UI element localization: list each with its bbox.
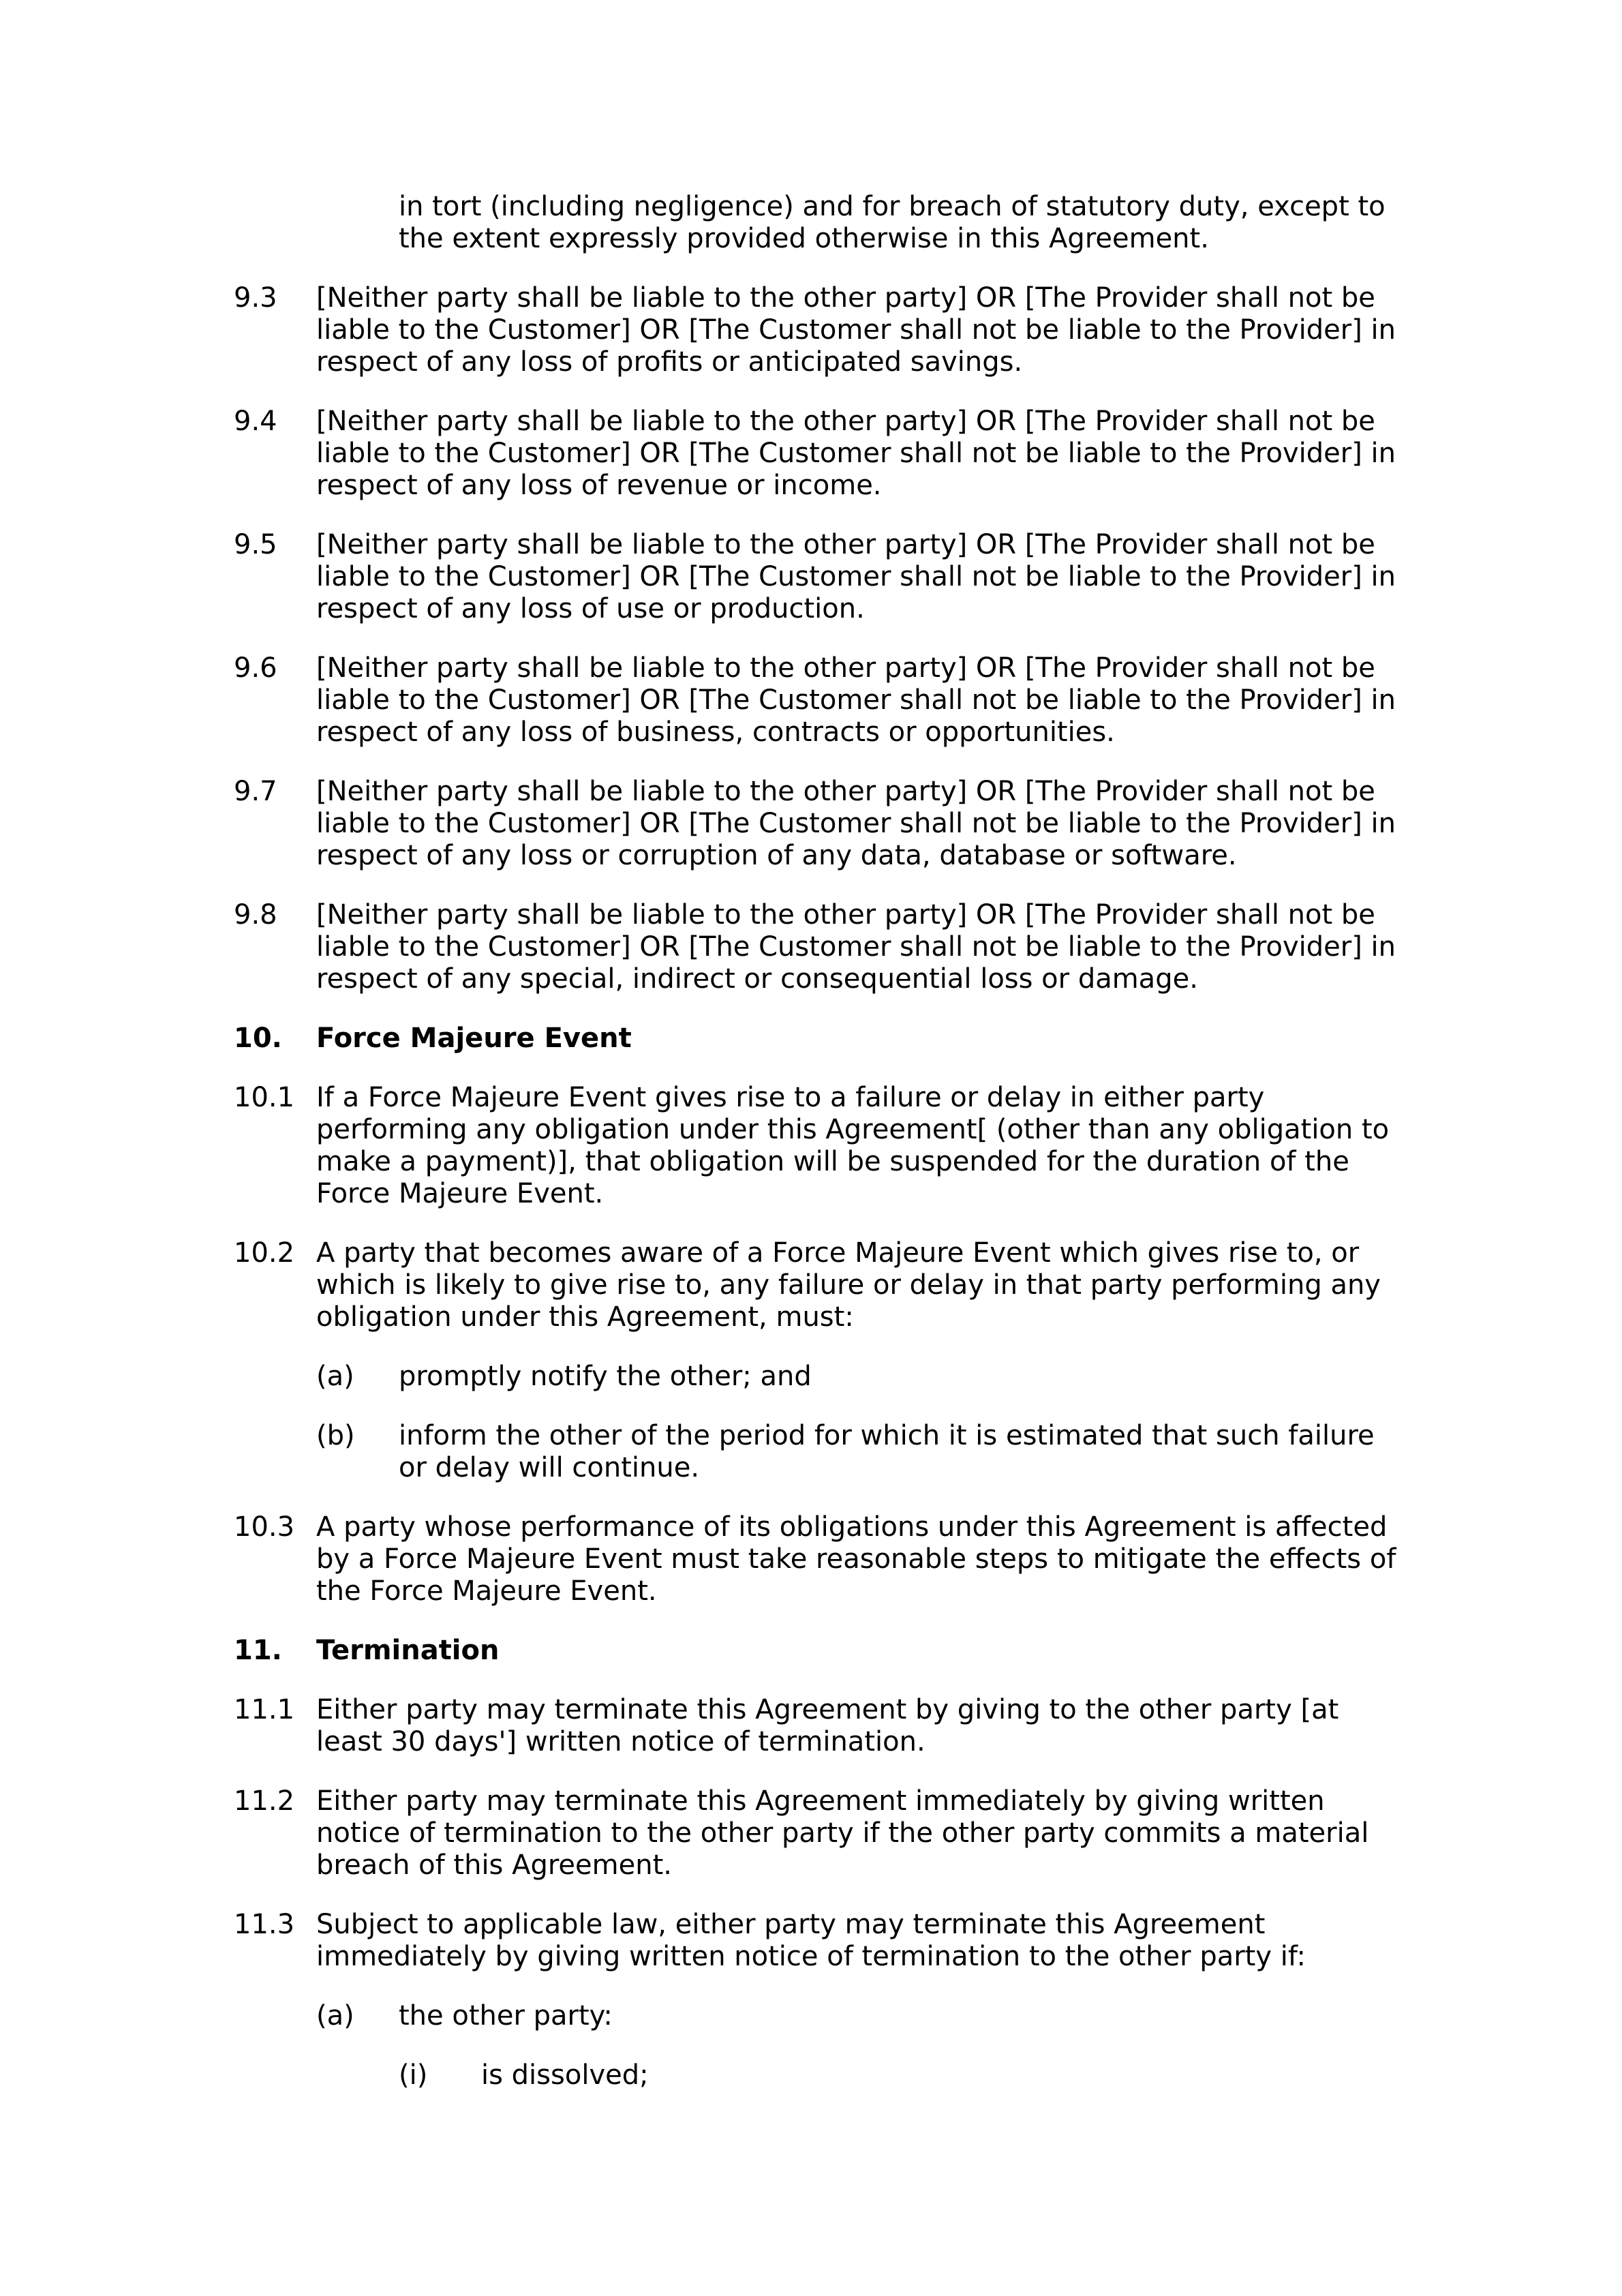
clause-text: If a Force Majeure Event gives rise to a failure or delay in either party performing any obligation under this Agreement[ (other than any obligation to make a payment)], that obligation will be suspended for the duration of the Force Majeure Event. xyxy=(316,1082,1390,1209)
subclause-letter: (b) xyxy=(316,1420,355,1451)
clause-10-2-b xyxy=(234,1420,1406,1484)
clause-9-6 xyxy=(234,652,1406,749)
clause-10-1 xyxy=(234,1082,1406,1210)
clause-11-3 xyxy=(234,1909,1406,1973)
clause-number: 10.3 xyxy=(234,1511,295,1543)
clause-11-2 xyxy=(234,1785,1406,1882)
document-body xyxy=(234,191,1406,2119)
subclause-text: promptly notify the other; and xyxy=(399,1361,812,1392)
clause-number: 9.8 xyxy=(234,899,277,931)
clause-number: 9.5 xyxy=(234,529,277,560)
clause-number: 11.1 xyxy=(234,1694,295,1725)
clause-9-8 xyxy=(234,899,1406,995)
clause-number: 10.1 xyxy=(234,1082,295,1113)
section-heading-11 xyxy=(234,1635,1406,1667)
clause-text: Either party may terminate this Agreement by giving to the other party [at least 30 days'] written notice of termination. xyxy=(316,1694,1339,1757)
subclause-text: the other party: xyxy=(399,2000,613,2031)
clause-number: 10.2 xyxy=(234,1237,295,1269)
clause-9-3 xyxy=(234,282,1406,378)
clause-text: [Neither party shall be liable to the other party] OR [The Provider shall not be liable to the Customer] OR [The Customer shall not be liable to the Provider] in respect of any loss of use or production. xyxy=(316,529,1396,624)
clause-11-3-a xyxy=(234,2000,1406,2032)
clause-text: Subject to applicable law, either party may terminate this Agreement immediately by giving written notice of termination to the other party if: xyxy=(316,1909,1306,1972)
clause-number: 11.3 xyxy=(234,1909,295,1940)
clause-text: in tort (including negligence) and for breach of statutory duty, except to the extent expressly provided otherwise in this Agreement. xyxy=(399,191,1386,254)
clause-9-4 xyxy=(234,406,1406,502)
clause-text: [Neither party shall be liable to the other party] OR [The Provider shall not be liable to the Customer] OR [The Customer shall not be liable to the Provider] in respect of any loss of business, contracts or opportunities. xyxy=(316,652,1396,748)
clause-10-2 xyxy=(234,1237,1406,1333)
clause-text: A party that becomes aware of a Force Majeure Event which gives rise to, or which is likely to give rise to, any failure or delay in that party performing any obligation under this Agreement, must: xyxy=(316,1237,1381,1333)
clause-text: [Neither party shall be liable to the other party] OR [The Provider shall not be liable to the Customer] OR [The Customer shall not be liable to the Provider] in respect of any special, indirect or consequential loss or damage. xyxy=(316,899,1396,995)
section-title: Termination xyxy=(316,1635,500,1666)
clause-text: [Neither party shall be liable to the other party] OR [The Provider shall not be liable to the Customer] OR [The Customer shall not be liable to the Provider] in respect of any loss or corruption of any data, database or software. xyxy=(316,776,1396,871)
section-number: 10. xyxy=(234,1023,282,1054)
subclause-roman: (i) xyxy=(399,2059,428,2091)
subclause-letter: (a) xyxy=(316,1361,354,1392)
clause-9-2-continuation xyxy=(234,191,1406,255)
clause-text: Either party may terminate this Agreement immediately by giving written notice of termination to the other party if the other party commits a material breach of this Agreement. xyxy=(316,1785,1369,1881)
clause-text: [Neither party shall be liable to the other party] OR [The Provider shall not be liable to the Customer] OR [The Customer shall not be liable to the Provider] in respect of any loss of revenue or income. xyxy=(316,406,1396,501)
clause-10-2-a xyxy=(234,1361,1406,1393)
section-heading-10 xyxy=(234,1023,1406,1055)
subclause-letter: (a) xyxy=(316,2000,354,2031)
clause-9-7 xyxy=(234,776,1406,872)
clause-number: 11.2 xyxy=(234,1785,295,1817)
clause-number: 9.7 xyxy=(234,776,277,807)
clause-text: [Neither party shall be liable to the other party] OR [The Provider shall not be liable to the Customer] OR [The Customer shall not be liable to the Provider] in respect of any loss of profits or anticipated savings. xyxy=(316,282,1396,378)
clause-number: 9.3 xyxy=(234,282,277,314)
section-number: 11. xyxy=(234,1635,282,1666)
subclause-text: is dissolved; xyxy=(481,2059,649,2091)
clause-11-3-a-i xyxy=(234,2059,1406,2091)
clause-9-5 xyxy=(234,529,1406,625)
section-title: Force Majeure Event xyxy=(316,1023,632,1054)
subclause-text: inform the other of the period for which it is estimated that such failure or delay will continue. xyxy=(399,1420,1375,1483)
clause-text: A party whose performance of its obligations under this Agreement is affected by a Force Majeure Event must take reasonable steps to mitigate the effects of the Force Majeure Event. xyxy=(316,1511,1396,1607)
clause-10-3 xyxy=(234,1511,1406,1607)
clause-11-1 xyxy=(234,1694,1406,1758)
clause-number: 9.4 xyxy=(234,406,277,437)
clause-number: 9.6 xyxy=(234,652,277,684)
